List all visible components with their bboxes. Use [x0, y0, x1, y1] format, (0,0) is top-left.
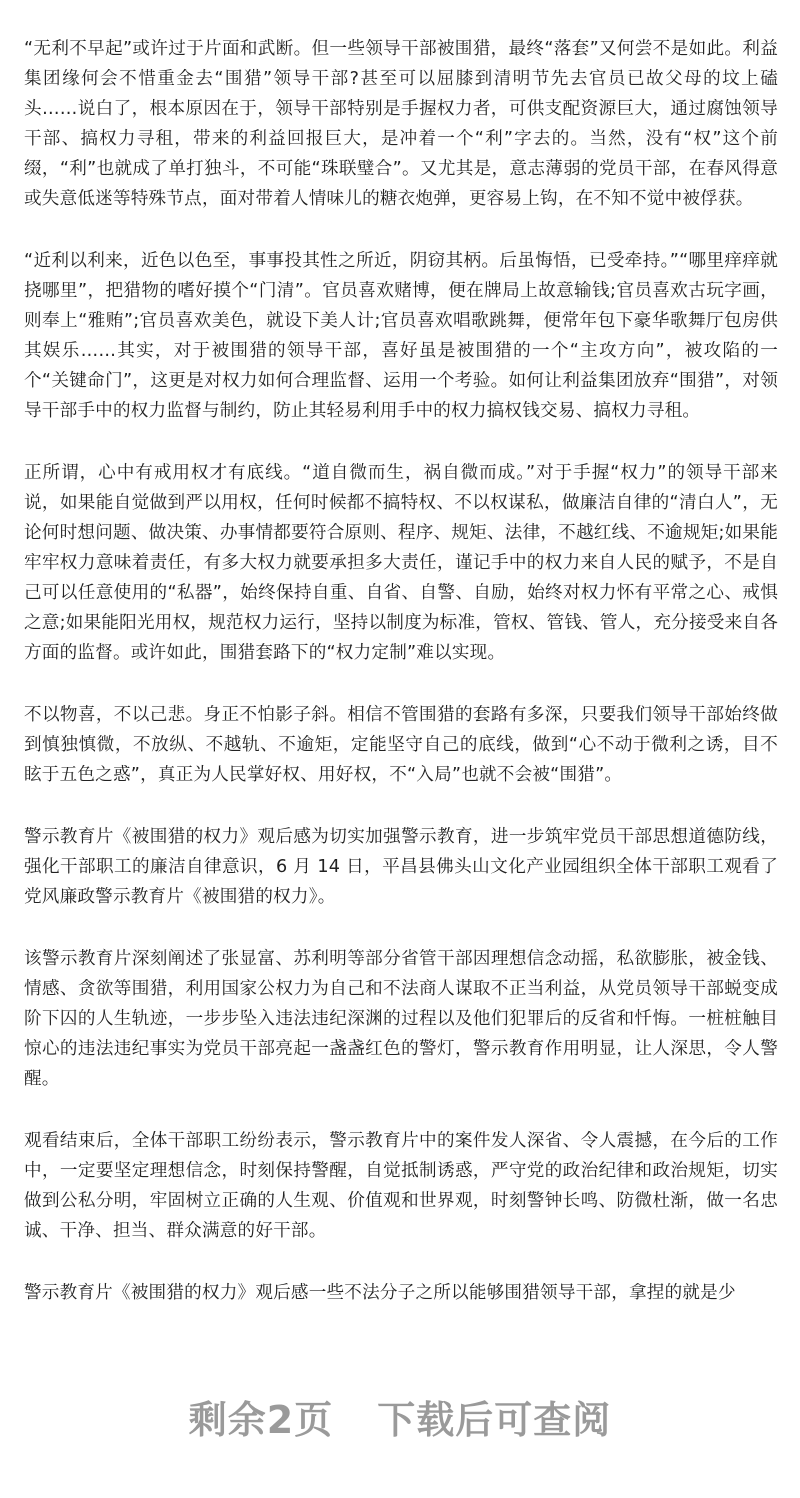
remaining-pages-label[interactable]: 剩余2页	[188, 1398, 334, 1442]
paragraph-cutoff-top	[24, 0, 778, 4]
paragraph: “无利不早起”或许过于片面和武断。但一些领导干部被围猎，最终“落套”又何尝不是如此。利益集团缘何会不惜重金去“围猎”领导干部?甚至可以屈膝到清明节先去官员已故父母的坟上磕头……说白了，根本原因在于，领导干部特别是手握权力者，可供支配资源巨大，通过腐蚀领导干部、搞权力寻租，带来的利益回报巨大，是冲着一个“利”字去的。当然，没有“权”这个前缀，“利”也就成了单打独斗，不可能“珠联璧合”。又尤其是，意志薄弱的党员干部，在春风得意或失意低迷等特殊节点，面对带着人情味儿的糖衣炮弹，更容易上钩，在不知不觉中被俘获。	[24, 39, 778, 209]
download-prompt[interactable]	[0, 1385, 800, 1465]
document-body	[24, 0, 778, 1340]
paragraph: 不以物喜，不以己悲。身正不怕影子斜。相信不管围猎的套路有多深，只要我们领导干部始终做到慎独慎微，不放纵、不越轨、不逾矩，定能坚守自己的底线，做到“心不动于微利之诱，目不眩于五色之惑”，真正为人民掌好权、用好权，不“入局”也就不会被“围猎”。	[24, 705, 778, 785]
paragraph: 观看结束后，全体干部职工纷纷表示，警示教育片中的案件发人深省、令人震撼，在今后的工作中，一定要坚定理想信念，时刻保持警醒，自觉抵制诱惑，严守党的政治纪律和政治规矩，切实做到公私分明，牢固树立正确的人生观、价值观和世界观，时刻警钟长鸣、防微杜渐，做一名忠诚、干净、担当、群众满意的好干部。	[24, 1131, 778, 1241]
paragraph: 正所谓，心中有戒用权才有底线。“道自微而生，祸自微而成。”对于手握“权力”的领导干部来说，如果能自觉做到严以用权，任何时候都不搞特权、不以权谋私，做廉洁自律的“清白人”，无论何时想问题、做决策、办事情都要符合原则、程序、规矩、法律，不越红线、不逾规矩;如果能牢牢权力意味着责任，有多大权力就要承担多大责任，谨记手中的权力来自人民的赋予，不是自己可以任意使用的“私器”，始终保持自重、自省、自警、自励，始终对权力怀有平常之心、戒惧之意;如果能阳光用权，规范权力运行，坚持以制度为标准，管权、管钱、管人，充分接受来自各方面的监督。或许如此，围猎套路下的“权力定制”难以实现。	[24, 463, 778, 663]
paragraph-cutoff-bottom: 警示教育片《被围猎的权力》观后感一些不法分子之所以能够围猎领导干部，拿捏的就是少	[24, 1283, 736, 1303]
paragraph: 警示教育片《被围猎的权力》观后感为切实加强警示教育，进一步筑牢党员干部思想道德防线，强化干部职工的廉洁自律意识，6 月 14 日，平昌县佛头山文化产业园组织全体干部职工观看了党风廉政警示教育片《被围猎的权力》。	[24, 827, 778, 907]
download-prompt-text[interactable]	[0, 1385, 800, 1455]
paragraph: 该警示教育片深刻阐述了张显富、苏利明等部分省管干部因理想信念动摇，私欲膨胀，被金钱、情感、贪欲等围猎，利用国家公权力为自己和不法商人谋取不正当利益，从党员领导干部蜕变成阶下囚的人生轨迹，一步步坠入违法违纪深渊的过程以及他们犯罪后的反省和忏悔。一桩桩触目惊心的违法违纪事实为党员干部亮起一盏盏红色的警灯，警示教育作用明显，让人深思，令人警醒。	[24, 949, 778, 1089]
paragraph: “近利以利来，近色以色至，事事投其性之所近，阴窃其柄。后虽悔悟，已受牵持。”“哪里痒痒就挠哪里”，把猎物的嗜好摸个“门清”。官员喜欢赌博，便在牌局上故意输钱;官员喜欢古玩字画，则奉上“雅贿”;官员喜欢美色，就设下美人计;官员喜欢唱歌跳舞，便常年包下豪华歌舞厅包房供其娱乐……其实，对于被围猎的领导干部，喜好虽是被围猎的一个“主攻方向”，被攻陷的一个“关键命门”，这更是对权力如何合理监督、运用一个考验。如何让利益集团放弃“围猎”，对领导干部手中的权力监督与制约，防止其轻易利用手中的权力搞权钱交易、搞权力寻租。	[24, 251, 778, 421]
download-to-view-label[interactable]: 下载后可查阅	[377, 1398, 612, 1442]
